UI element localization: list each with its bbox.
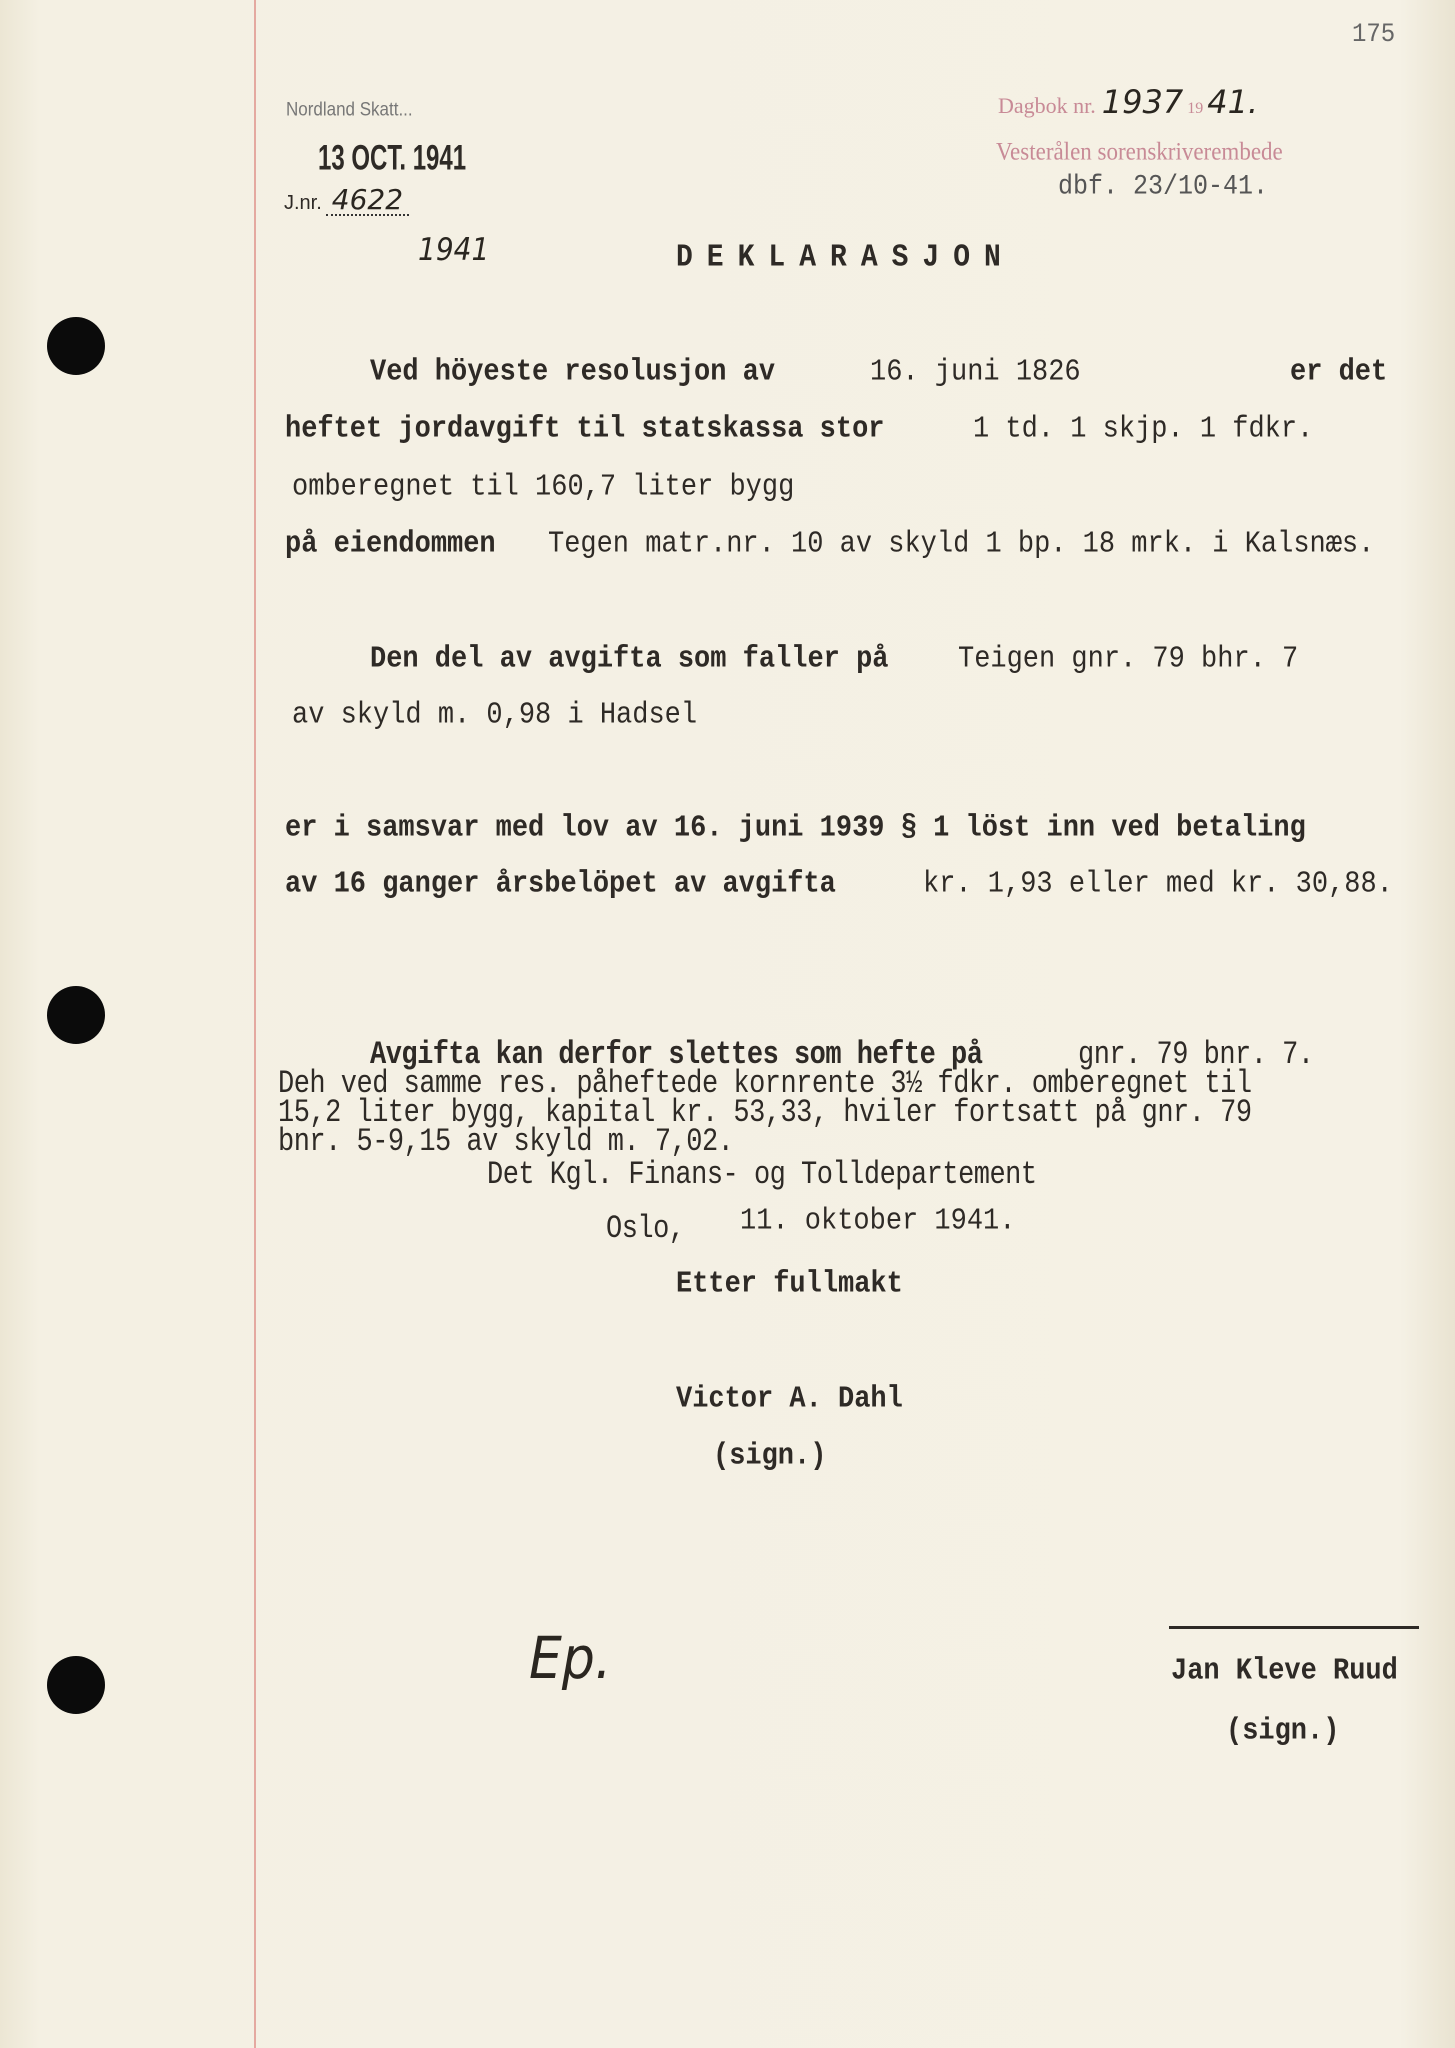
punch-hole (47, 317, 105, 375)
dagbok-row (998, 83, 1259, 121)
body-line: på eiendommen (285, 527, 496, 562)
dbf-note: dbf. 23/10-41. (1058, 169, 1269, 203)
body-line: 1 td. 1 skjp. 1 fdkr. (973, 412, 1314, 447)
body-line: gnr. 79 bnr. 7. (1078, 1037, 1314, 1074)
punch-hole (47, 1656, 105, 1714)
department: Det Kgl. Finans- og Tolldepartement (487, 1157, 1037, 1194)
body-line: av 16 ganger årsbelöpet av avgifta (285, 867, 836, 902)
body-line: Avgifta kan derfor slettes som hefte på (370, 1037, 983, 1074)
page-number: 175 (1352, 19, 1396, 50)
body-line: er det (1290, 355, 1388, 390)
dagbok-year-prefix: 19 (1187, 100, 1204, 117)
jnr-value: 4622 (326, 186, 409, 216)
signer2-name: Jan Kleve Ruud (1171, 1654, 1398, 1689)
body-line: Deh ved samme res. påheftede kornrente 3½ fdkr. omberegnet til (278, 1066, 1252, 1103)
margin-line (254, 0, 256, 2048)
office-stamp: Nordland Skatt... (286, 98, 413, 121)
signer2-sign: (sign.) (1226, 1714, 1340, 1749)
date: 11. oktober 1941. (740, 1204, 1016, 1239)
body-line: Den del av avgifta som faller på (370, 642, 889, 677)
body-line: 15,2 liter bygg, kapital kr. 53,33, hviler fortsatt på gnr. 79 (278, 1095, 1252, 1132)
body-line: Tegen matr.nr. 10 av skyld 1 bp. 18 mrk. i Kalsnæs. (548, 527, 1375, 562)
received-date-stamp: 13 OCT. 1941 (318, 137, 467, 178)
place: Oslo, (606, 1211, 685, 1248)
body-line: omberegnet til 160,7 liter bygg (292, 470, 795, 505)
punch-hole (47, 986, 105, 1044)
signer1-name: Victor A. Dahl (676, 1382, 903, 1417)
body-line: kr. 1,93 eller med kr. 30,88. (923, 867, 1393, 902)
body-line: Teigen gnr. 79 bhr. 7 (958, 642, 1299, 677)
document-title: DEKLARASJON (676, 240, 1015, 276)
signature-line (1169, 1626, 1419, 1629)
body-line: 16. juni 1826 (870, 355, 1081, 390)
signer1-sign: (sign.) (713, 1439, 827, 1474)
dagbok-number: 1937 (1101, 83, 1184, 121)
jnr-label-text: J.nr. (284, 192, 322, 214)
jnr-row (284, 183, 409, 216)
court-stamp: Vesterålen sorenskriverembede (996, 136, 1283, 165)
handwritten-initials: Ep. (529, 1625, 612, 1693)
body-line: av skyld m. 0,98 i Hadsel (292, 698, 698, 733)
jnr-year: 1941 (418, 230, 490, 268)
dagbok-year: 41. (1207, 83, 1259, 121)
body-line: Ved höyeste resolusjon av (370, 355, 776, 390)
body-line: bnr. 5-9,15 av skyld m. 7,02. (278, 1124, 734, 1161)
authority: Etter fullmakt (676, 1267, 903, 1302)
body-line: er i samsvar med lov av 16. juni 1939 § 1 löst inn ved betaling (285, 811, 1306, 846)
dagbok-label: Dagbok nr. (998, 93, 1096, 118)
body-line: heftet jordavgift til statskassa stor (285, 412, 885, 447)
